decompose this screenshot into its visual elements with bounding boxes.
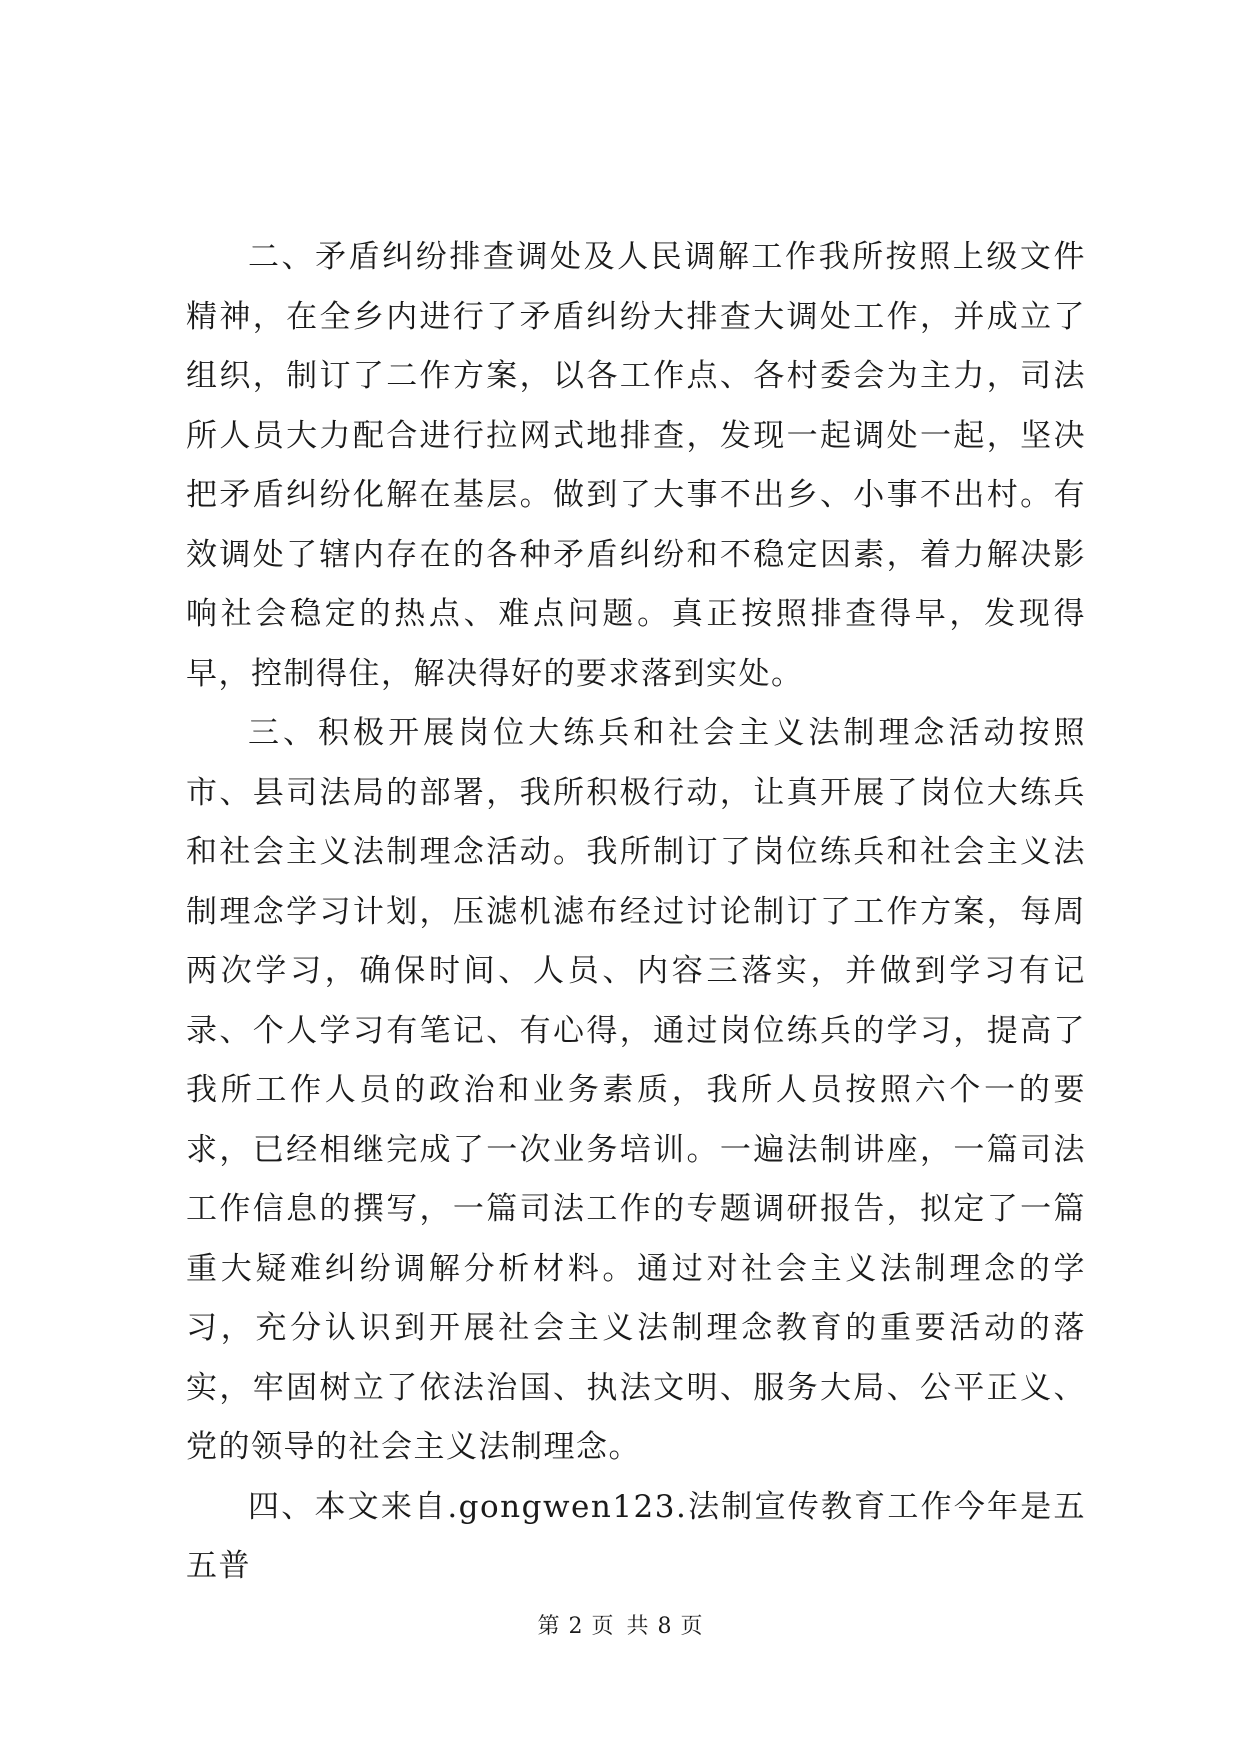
paragraph-training: 三、积极开展岗位大练兵和社会主义法制理念活动按照市、县司法局的部署，我所积极行动，让真开展了岗位大练兵和社会主义法制理念活动。我所制订了岗位练兵和社会主义法制理念学习计划，压滤机滤布经过讨论制订了工作方案，每周两次学习，确保时间、人员、内容三落实，并做到学习有记录、个人学习有笔记、有心得，通过岗位练兵的学习，提高了我所工作人员的政治和业务素质，我所人员按照六个一的要求，已经相继完成了一次业务培训。一遍法制讲座，一篇司法工作信息的撰写，一篇司法工作的专题调研报告，拟定了一篇重大疑难纠纷调解分析材料。通过对社会主义法制理念的学习，充分认识到开展社会主义法制理念教育的重要活动的落实，牢固树立了依法治国、执法文明、服务大局、公平正义、党的领导的社会主义法制理念。 [186,715,1086,1465]
document-body [186,228,1086,1597]
paragraph-publicity: 四、本文来自.gongwen123.法制宣传教育工作今年是五五普 [186,1488,1086,1584]
page-total: 共 8 页 [626,1614,704,1639]
paragraph-mediation: 二、矛盾纠纷排查调处及人民调解工作我所按照上级文件精神，在全乡内进行了矛盾纠纷大排查大调处工作，并成立了组织，制订了二作方案，以各工作点、各村委会为主力，司法所人员大力配合进行拉网式地排查，发现一起调处一起，坚决把矛盾纠纷化解在基层。做到了大事不出乡、小事不出村。有效调处了辖内存在的各种矛盾纠纷和不稳定因素，着力解决影响社会稳定的热点、难点问题。真正按照排查得早，发现得早，控制得住，解决得好的要求落到实处。 [186,239,1086,692]
page-number: 第 2 页 [537,1614,615,1639]
page-footer [0,1612,1241,1642]
